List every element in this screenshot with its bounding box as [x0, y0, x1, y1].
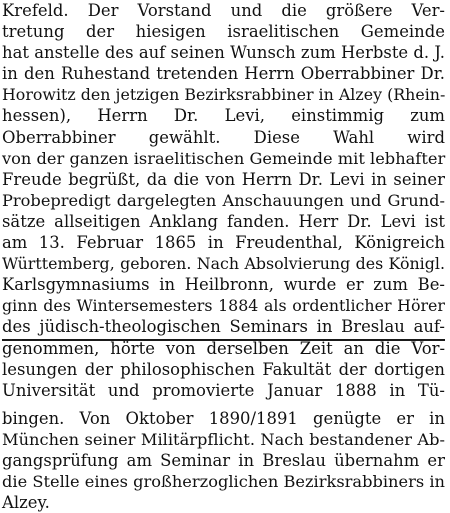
text-line: Oberrabbiner gewählt. Diese Wahl wird: [2, 127, 445, 147]
text-line: von der ganzen israelitischen Gemeinde mit lebhafter: [2, 148, 446, 168]
text-line: München seiner Militärpflicht. Nach bestandener Ab-: [2, 429, 445, 449]
text-line: Freude begrüßt, da die von Herrn Dr. Levi in seiner: [2, 169, 445, 189]
text-line: genommen, hörte von derselben Zeit an die Vor-: [2, 338, 445, 358]
text-line: in den Ruhestand tretenden Herrn Oberrabbiner Dr.: [2, 64, 445, 84]
text-line: die Stelle eines großherzoglichen Bezirksrabbiners in: [2, 472, 445, 492]
text-line: am 13. Februar 1865 in Freudenthal, Königreich: [2, 233, 445, 253]
column-divider-rule: [2, 339, 445, 341]
article-text: [2, 0, 445, 513]
text-line: lesungen der philosophischen Fakultät der dortigen: [2, 359, 445, 379]
text-line: tretung der hiesigen israelitischen Gemeinde: [2, 22, 445, 42]
text-line: Württemberg, geboren. Nach Absolvierung des Königl.: [2, 254, 445, 274]
text-line: Karlsgymnasiums in Heilbronn, wurde er zum Be-: [2, 275, 445, 295]
text-line: ginn des Wintersemesters 1884 als ordentlicher Hörer: [2, 296, 445, 316]
text-line: Universität und promovierte Januar 1888 in Tü-: [2, 380, 445, 400]
text-line: Alzey.: [2, 493, 50, 513]
text-line: hessen), Herrn Dr. Levi, einstimmig zum: [2, 106, 445, 126]
text-line: sätze allseitigen Anklang fanden. Herr Dr. Levi ist: [2, 211, 445, 231]
text-line: hat anstelle des auf seinen Wunsch zum Herbste d. J.: [2, 43, 445, 63]
text-line: Horowitz den jetzigen Bezirksrabbiner in Alzey (Rhein-: [2, 85, 446, 105]
text-line: Krefeld. Der Vorstand und die größere Ver-: [2, 1, 445, 20]
text-line: gangsprüfung am Seminar in Breslau übernahm er: [2, 450, 445, 470]
text-line: bingen. Von Oktober 1890/1891 genügte er in: [2, 408, 445, 428]
text-line: Probepredigt dargelegten Anschauungen und Grund-: [2, 190, 445, 210]
text-line: des jüdisch-theologischen Seminars in Breslau auf-: [2, 317, 445, 337]
